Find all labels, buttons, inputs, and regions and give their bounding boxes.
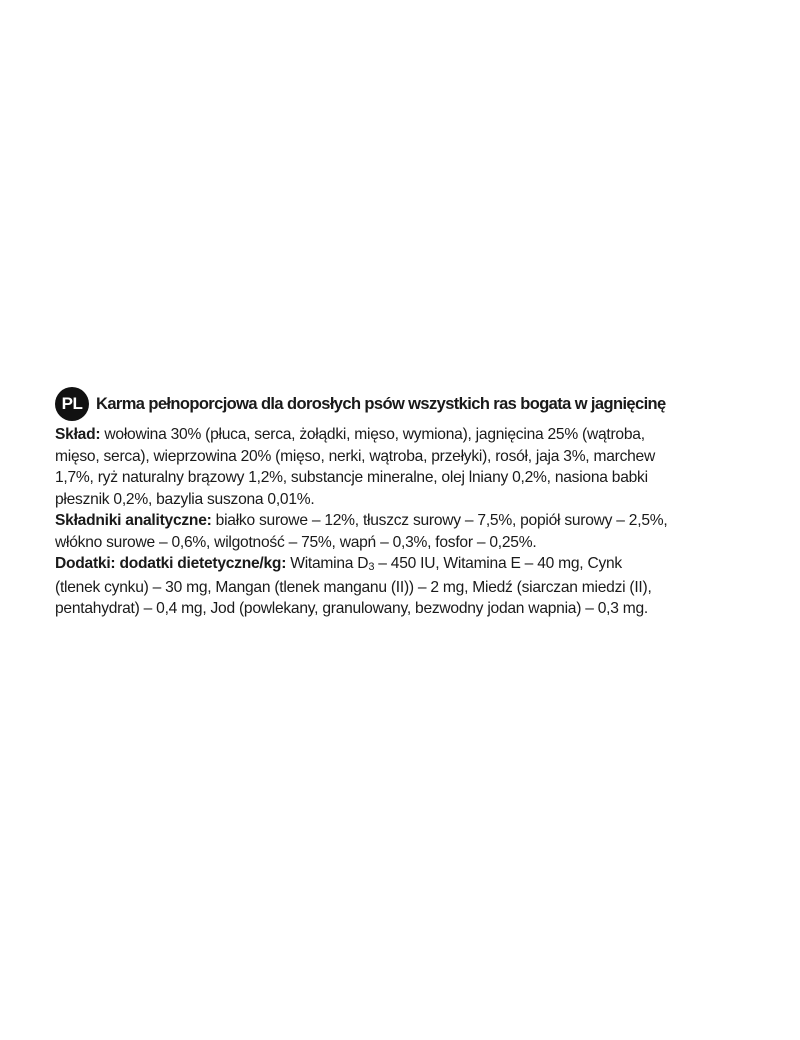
composition-line: mięso, serca), wieprzowina 20% (mięso, nerki, wątroba, przełyki), rosół, jaja 3%, marchew [55,447,655,465]
composition-line [55,424,755,446]
composition-heading: Skład: [55,426,101,443]
additives-line: (tlenek cynku) – 30 mg, Mangan (tlenek manganu (II)) – 2 mg, Miedź (siarczan miedzi (II), [55,578,652,596]
label-header [55,386,755,422]
label-body [55,424,755,620]
analytical-section [55,510,755,553]
analytical-line: włókno surowe – 0,6%, wilgotność – 75%, wapń – 0,3%, fosfor – 0,25%. [55,533,537,551]
composition-line: płesznik 0,2%, bazylia suszona 0,01%. [55,490,315,508]
additives-text-cont: – 450 IU, Witamina E – 40 mg, Cynk [374,555,622,572]
ingredients-label [55,386,755,620]
composition-line: 1,7%, ryż naturalny brązowy 1,2%, substancje mineralne, olej lniany 0,2%, nasiona babki [55,469,648,486]
composition-text: wołowina 30% (płuca, serca, żołądki, mięso, wymiona), jagnięcina 25% (wątroba, [100,426,645,443]
vitamin-d-subscript: 3 [368,561,375,573]
additives-text: Witamina D [286,555,369,572]
additives-line: pentahydrat) – 0,4 mg, Jod (powlekany, granulowany, bezwodny jodan wapnia) – 0,3 mg. [55,600,649,617]
analytical-line [55,510,755,532]
product-title: Karma pełnoporcjowa dla dorosłych psów wszystkich ras bogata w jagnięcinę [96,394,666,413]
additives-section [55,553,755,620]
additives-heading: Dodatki: dodatki dietetyczne/kg: [55,555,287,572]
additives-line [55,553,755,577]
analytical-heading: Składniki analityczne: [55,512,212,529]
language-badge: PL [55,387,89,421]
composition-section [55,424,755,510]
analytical-text: białko surowe – 12%, tłuszcz surowy – 7,5%, popiół surowy – 2,5%, [211,512,668,529]
